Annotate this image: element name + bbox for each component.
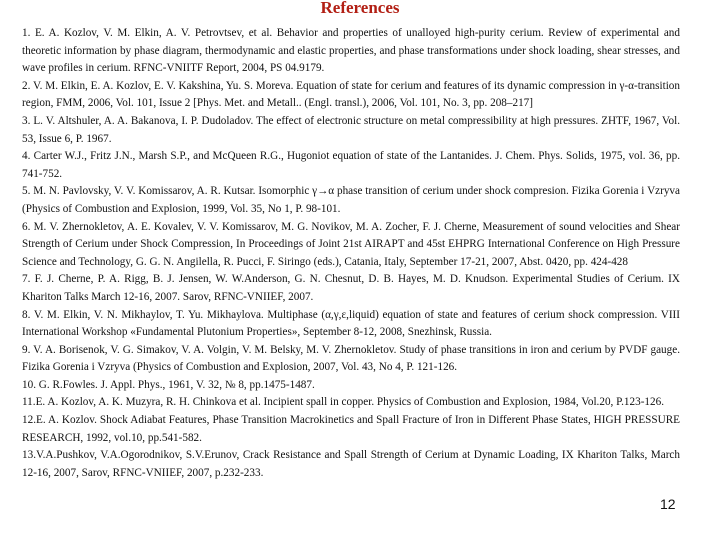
reference-item: 4. Carter W.J., Fritz J.N., Marsh S.P., and McQueen R.G., Hugoniot equation of state of the Lantanides. J. Chem. Phys. Solids, 1975, vol. 36, pp. 741-752. <box>22 150 680 180</box>
reference-item: 1. E. A. Kozlov, V. M. Elkin, A. V. Petrovtsev, et al. Behavior and properties of unalloyed high-purity cerium. Review of experimental and theoretic information by phase diagram, thermodynamic and elastic properties, and phase transformations under shock loading, shear stresses, and wave profiles in cerium. RFNC-VNIITF Report, 2004, PS 04.9179. <box>22 27 680 75</box>
reference-item: 13.V.A.Pushkov, V.A.Ogorodnikov, S.V.Erunov, Crack Resistance and Spall Strength of Cerium at Dynamic Loading, IX Khariton Talks, March 12-16, 2007, Sarov, RFNC-VNIIEF, 2007, p.232-233. <box>22 449 680 479</box>
reference-item: 10. G. R.Fowles. J. Appl. Phys., 1961, V. 32, № 8, pp.1475-1487. <box>22 378 315 391</box>
page-title: References <box>320 0 400 17</box>
reference-item: 5. M. N. Pavlovsky, V. V. Komissarov, A. R. Kutsar. Isomorphic γ→α phase transition of cerium under shock compresion. Fizika Gorenia i Vzryva (Physics of Combustion and Explosion, 1999, Vol. 35, No 1, P. 98-101. <box>22 185 680 215</box>
reference-item: 11.E. A. Kozlov, A. K. Muzyra, R. H. Chinkova et al. Incipient spall in copper. Physics of Combustion and Explosion, 1984, Vol.20, P.123-126. <box>22 396 664 409</box>
reference-item: 12.E. A. Kozlov. Shock Adiabat Features, Phase Transition Macrokinetics and Spall Fracture of Iron in Different Phase States, HIGH PRESSURE RESEARCH, 1992, vol.10, pp.541-582. <box>22 414 680 444</box>
reference-item: 6. M. V. Zhernokletov, A. E. Kovalev, V. V. Komissarov, M. G. Novikov, M. A. Zocher, F. J. Cherne, Measurement of sound velocities and Shear Strength of Cerium under Shock Compression, In Proceedings of Joint 21st AIRAPT and 45st EHPRG International Conference on High Pressure Science and Technology, G. G. N. Angilella, R. Pucci, F. Siringo (eds.), Catania, Italy, September 17-21, 2007, Abst. 0420, pp. 424-428 <box>22 220 680 268</box>
reference-item: 3. L. V. Altshuler, A. A. Bakanova, I. P. Dudoladov. The effect of electronic structure on metal compressibility at high pressures. ZHTF, 1967, Vol. 53, Issue 6, P. 1967. <box>22 114 680 145</box>
reference-item: 2. V. M. Elkin, E. A. Kozlov, E. V. Kakshina, Yu. S. Moreva. Equation of state for cerium and features of its dynamic compression in γ-α-transition region, FMM, 2006, Vol. 101, Issue 2 [Phys. Met. and Metall.. (Engl. transl.), 2006, Vol. 101, No. 3, pp. 208–217] <box>22 79 680 110</box>
reference-item: 8. V. M. Elkin, V. N. Mikhaylov, T. Yu. Mikhaylova. Multiphase (α,γ,ε,liquid) equation of state and features of cerium shock compression. VIII International Workshop «Fundamental Plutonium Properties», September 8-12, 2008, Snezhinsk, Russia. <box>22 308 680 339</box>
reference-item: 7. F. J. Cherne, P. A. Rigg, B. J. Jensen, W. W.Anderson, G. N. Chesnut, D. B. Hayes, M. D. Knudson. Experimental Studies of Cerium. IX Khariton Talks March 12-16, 2007. Sarov, RFNC-VNIIEF, 2007. <box>22 273 680 303</box>
page-number: 12 <box>660 496 676 512</box>
reference-item: 9. V. A. Borisenok, V. G. Simakov, V. A. Volgin, V. M. Belsky, M. V. Zhernokletov. Study of phase transitions in iron and cerium by PVDF gauge. Fizika Gorenia i Vzryva (Physics of Combustion and Explosion, 2007, Vol. 43, No 4, P. 121-126. <box>22 343 680 374</box>
reference-list <box>22 25 680 482</box>
